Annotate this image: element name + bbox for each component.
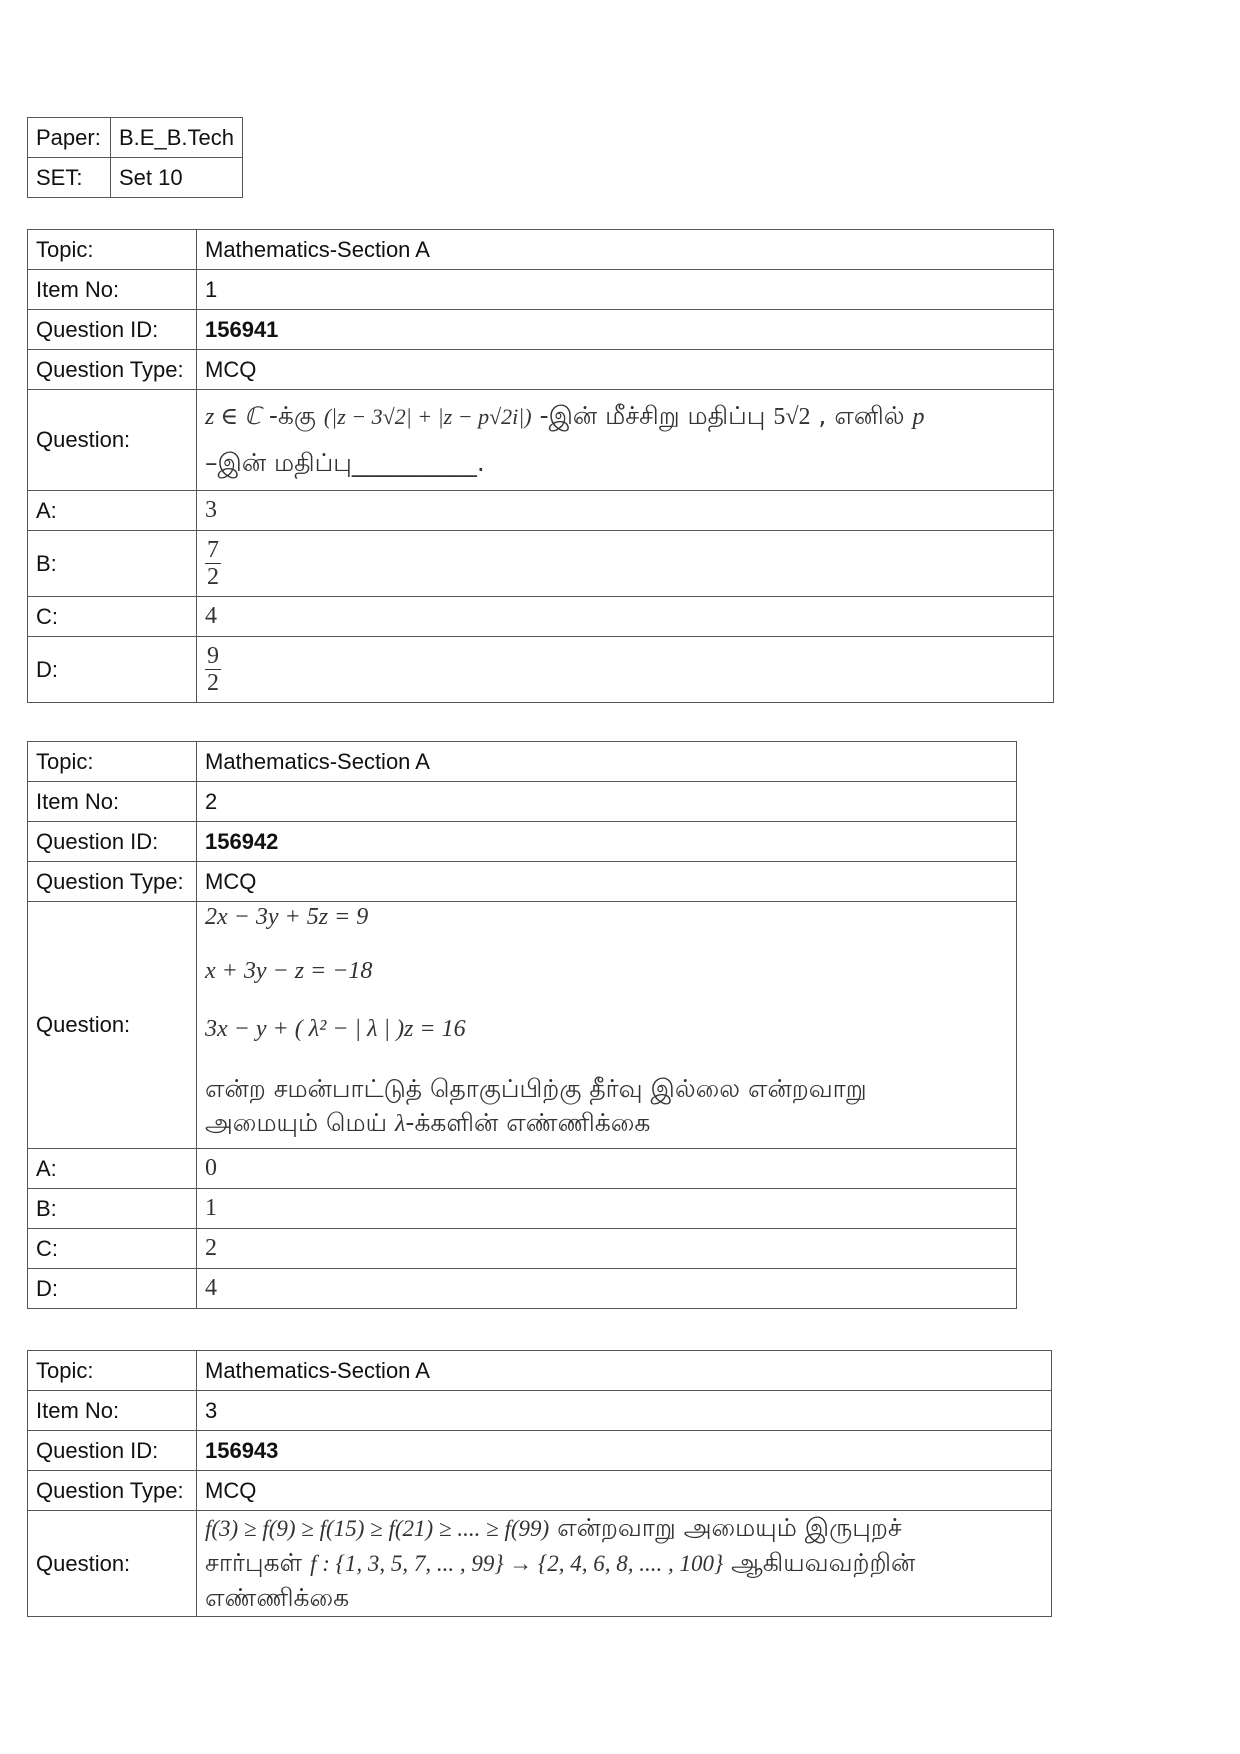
q3-expression-1: f(3) ≥ f(9) ≥ f(15) ≥ f(21) ≥ .... ≥ f(99): [205, 1516, 550, 1541]
question-id-value: 156943: [197, 1431, 1052, 1471]
q3-expression-2: f : {1, 3, 5, 7, ... , 99} → {2, 4, 6, 8, .... , 100}: [310, 1551, 724, 1576]
option-d-label: D:: [28, 1269, 197, 1309]
question-type-label: Question Type:: [28, 350, 197, 390]
option-d-value: [197, 637, 1054, 703]
question-id-label: Question ID:: [28, 1431, 197, 1471]
option-a-value: 0: [197, 1149, 1017, 1189]
option-c-label: C:: [28, 1229, 197, 1269]
option-a-value: 3: [197, 491, 1054, 531]
question-table-2: [27, 741, 1017, 1309]
fraction-numerator: 9: [207, 643, 219, 669]
topic-value: Mathematics-Section A: [197, 1351, 1052, 1391]
question-type-label: Question Type:: [28, 862, 197, 902]
question-id-value: 156942: [197, 822, 1017, 862]
q2-tamil-line-2: [205, 1106, 1008, 1141]
question-type-label: Question Type:: [28, 1471, 197, 1511]
q1-expression: (|z − 3√2| + |z − p√2i|): [323, 404, 532, 429]
item-no-label: Item No:: [28, 1391, 197, 1431]
item-no-value: 3: [197, 1391, 1052, 1431]
q3-tamil-2: சார்புகள்: [205, 1548, 311, 1577]
q1-min-value: 5√2: [773, 404, 811, 430]
option-c-value: 4: [197, 597, 1054, 637]
q3-tamil-1: என்றவாறு அமையும் இருபுறச்: [549, 1513, 902, 1542]
question-id-label: Question ID:: [28, 310, 197, 350]
question-text: [197, 390, 1054, 491]
option-b-label: B:: [28, 531, 197, 597]
paper-info-table: [27, 117, 243, 198]
q1-tamil-1: -க்கு: [260, 401, 324, 430]
fraction-numerator: 7: [207, 537, 219, 563]
option-d-value: 4: [197, 1269, 1017, 1309]
q2-tamil-2: அமையும் மெய்: [205, 1108, 396, 1137]
q1-tamil-3: , எனில்: [810, 401, 913, 430]
set-value: Set 10: [111, 158, 243, 198]
option-a-label: A:: [28, 491, 197, 531]
q1-set: z ∈ ℂ: [205, 404, 261, 430]
q2-tamil-line-1: என்ற சமன்பாட்டுத் தொகுப்பிற்கு தீர்வு இல்லை என்றவாறு: [205, 1074, 867, 1103]
question-table-3: [27, 1350, 1052, 1617]
question-label: Question:: [28, 1511, 197, 1617]
fraction-denominator: 2: [207, 564, 219, 590]
question-id-label: Question ID:: [28, 822, 197, 862]
q3-tamil-3: ஆகியவவற்றின்: [723, 1548, 916, 1577]
topic-label: Topic:: [28, 1351, 197, 1391]
set-label: SET:: [28, 158, 111, 198]
topic-label: Topic:: [28, 742, 197, 782]
question-id-value: 156941: [197, 310, 1054, 350]
item-no-value: 1: [197, 270, 1054, 310]
q1-tamil-2: -இன் மீச்சிறு மதிப்பு: [531, 401, 774, 430]
question-text: [197, 902, 1017, 1149]
question-type-value: MCQ: [197, 350, 1054, 390]
q2-lambda: λ: [395, 1111, 406, 1137]
topic-label: Topic:: [28, 230, 197, 270]
q1-variable: p: [912, 404, 925, 430]
question-type-value: MCQ: [197, 1471, 1052, 1511]
question-type-value: MCQ: [197, 862, 1017, 902]
question-text: [197, 1511, 1052, 1617]
option-d-fraction: [205, 643, 221, 696]
option-b-value: 1: [197, 1189, 1017, 1229]
paper-label: Paper:: [28, 118, 111, 158]
topic-value: Mathematics-Section A: [197, 742, 1017, 782]
item-no-value: 2: [197, 782, 1017, 822]
topic-value: Mathematics-Section A: [197, 230, 1054, 270]
question-label: Question:: [28, 902, 197, 1149]
item-no-label: Item No:: [28, 782, 197, 822]
question-label: Question:: [28, 390, 197, 491]
q3-tamil-4: எண்ணிக்கை: [205, 1583, 350, 1612]
q2-tamil-3: -க்களின் எண்ணிக்கை: [405, 1108, 651, 1137]
q2-equation-2: x + 3y − z = −18: [205, 958, 373, 984]
q2-equation-1: 2x − 3y + 5z = 9: [205, 904, 369, 930]
paper-value: B.E_B.Tech: [111, 118, 243, 158]
option-a-label: A:: [28, 1149, 197, 1189]
option-b-label: B:: [28, 1189, 197, 1229]
option-d-label: D:: [28, 637, 197, 703]
option-c-label: C:: [28, 597, 197, 637]
q1-tamil-4: –இன் மதிப்பு__________.: [205, 448, 485, 477]
question-table-1: [27, 229, 1054, 703]
fraction-denominator: 2: [207, 670, 219, 696]
item-no-label: Item No:: [28, 270, 197, 310]
option-b-fraction: [205, 537, 221, 590]
option-c-value: 2: [197, 1229, 1017, 1269]
option-b-value: [197, 531, 1054, 597]
q2-equation-3: 3x − y + ( λ² − | λ | )z = 16: [205, 1016, 466, 1042]
